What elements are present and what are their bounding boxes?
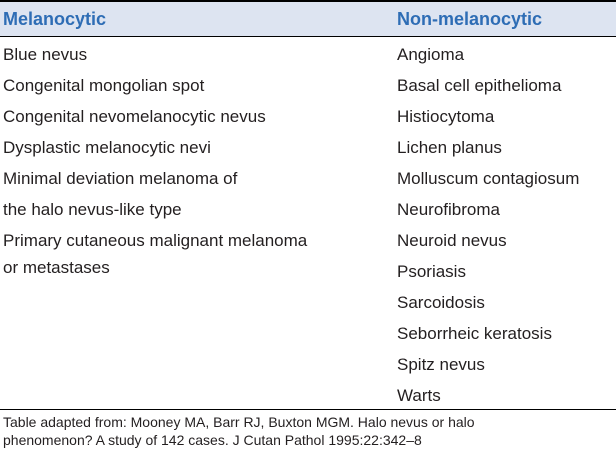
non-melanocytic-list bbox=[397, 39, 615, 411]
list-item: Minimal deviation melanoma of bbox=[3, 169, 238, 188]
list-item: Sarcoidosis bbox=[397, 293, 485, 312]
list-item: Neurofibroma bbox=[397, 200, 500, 219]
bottom-rule bbox=[0, 409, 616, 410]
column-header-non-melanocytic: Non-melanocytic bbox=[397, 9, 543, 29]
list-item: Histiocytoma bbox=[397, 107, 495, 126]
list-item: Congenital nevomelanocytic nevus bbox=[3, 107, 266, 126]
list-item: Basal cell epithelioma bbox=[397, 76, 562, 95]
list-item: Dysplastic melanocytic nevi bbox=[3, 138, 211, 157]
list-item: Warts bbox=[397, 386, 441, 405]
list-item: Spitz nevus bbox=[397, 355, 485, 374]
footnote-line: phenomenon? A study of 142 cases. J Cutan Pathol 1995:22:342–8 bbox=[3, 432, 422, 448]
list-item: Lichen planus bbox=[397, 138, 502, 157]
list-item: Neuroid nevus bbox=[397, 231, 507, 250]
footnote-line: Table adapted from: Mooney MA, Barr RJ, Buxton MGM. Halo nevus or halo bbox=[3, 414, 475, 430]
list-item: Molluscum contagiosum bbox=[397, 169, 580, 188]
column-header-melanocytic: Melanocytic bbox=[3, 9, 107, 29]
list-item: Seborrheic keratosis bbox=[397, 324, 552, 343]
list-item: Congenital mongolian spot bbox=[3, 76, 205, 95]
table-footnote bbox=[3, 413, 613, 449]
top-rule bbox=[0, 0, 616, 2]
list-item-continuation: or metastases bbox=[3, 258, 110, 277]
melanocytic-list bbox=[3, 39, 383, 279]
header-rule bbox=[0, 36, 616, 37]
list-item: Angioma bbox=[397, 45, 465, 64]
list-item-continuation: the halo nevus-like type bbox=[3, 200, 182, 219]
list-item: Psoriasis bbox=[397, 262, 466, 281]
list-item: Blue nevus bbox=[3, 45, 88, 64]
list-item: Primary cutaneous malignant melanoma bbox=[3, 231, 308, 250]
